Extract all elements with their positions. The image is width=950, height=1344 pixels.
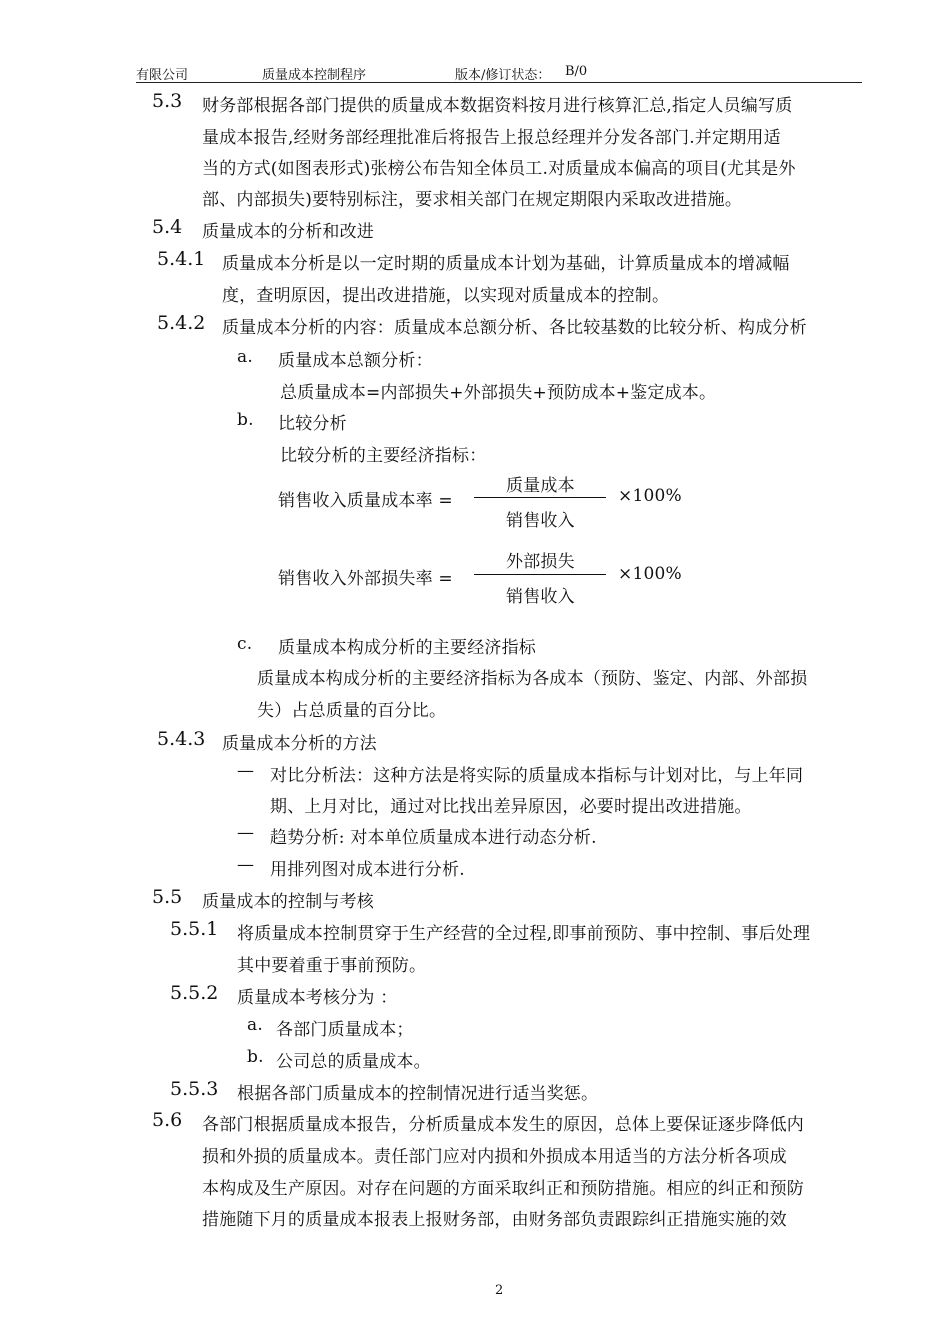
header-company: 有限公司 xyxy=(136,68,189,83)
page-number: 2 xyxy=(495,1283,504,1298)
formula-multiplier: ×100% xyxy=(618,564,682,584)
paragraph-line: 将质量成本控制贯穿于生产经营的全过程,即事前预防、事中控制、事后处理 xyxy=(237,924,811,944)
formula-text: 总质量成本=内部损失+外部损失+预防成本+鉴定成本。 xyxy=(280,383,717,403)
formula-numerator: 外部损失 xyxy=(506,552,575,572)
paragraph-line: 当的方式(如图表形式)张榜公布告知全体员工.对质量成本偏高的项目(尤其是外 xyxy=(202,159,796,179)
section-number: 5.4.1 xyxy=(157,248,206,270)
paragraph-line: 期、上月对比，通过对比找出差异原因，必要时提出改进措施。 xyxy=(270,797,752,817)
paragraph-line: 质量成本分析的内容：质量成本总额分析、各比较基数的比较分析、构成分析 xyxy=(222,318,807,338)
section-title: 质量成本的控制与考核 xyxy=(202,892,374,912)
paragraph-line: 用排列图对成本进行分析. xyxy=(270,860,465,880)
formula-denominator: 销售收入 xyxy=(506,587,575,607)
paragraph-line: 损和外损的质量成本。责任部门应对内损和外损成本用适当的方法分析各项成 xyxy=(202,1147,787,1167)
paragraph-line: 其中要着重于事前预防。 xyxy=(237,956,427,976)
header-version-label: 版本/修订状态： xyxy=(455,68,551,83)
paragraph-line: 措施随下月的质量成本报表上报财务部，由财务部负责跟踪纠正措施实施的效 xyxy=(202,1210,787,1230)
section-number: 5.5.2 xyxy=(170,982,219,1004)
paragraph-line: 根据各部门质量成本的控制情况进行适当奖惩。 xyxy=(237,1084,599,1104)
formula-lhs: 销售收入质量成本率 = xyxy=(278,491,453,511)
dash-bullet: — xyxy=(237,823,255,843)
formula-denominator: 销售收入 xyxy=(506,511,575,531)
section-number: 5.5.1 xyxy=(170,918,219,940)
paragraph-line: 各部门根据质量成本报告，分析质量成本发生的原因，总体上要保证逐步降低内 xyxy=(202,1115,804,1135)
paragraph-line: 质量成本分析是以一定时期的质量成本计划为基础，计算质量成本的增减幅 xyxy=(222,254,790,274)
formula-numerator: 质量成本 xyxy=(506,476,575,496)
list-item-title: 比较分析 xyxy=(278,414,347,434)
paragraph-line: 比较分析的主要经济指标： xyxy=(280,446,487,466)
paragraph-line: 质量成本构成分析的主要经济指标为各成本（预防、鉴定、内部、外部损 xyxy=(257,669,808,689)
paragraph-line: 度，查明原因，提出改进措施，以实现对质量成本的控制。 xyxy=(222,286,670,306)
section-number: 5.4.3 xyxy=(157,728,206,750)
section-number: 5.4.2 xyxy=(157,312,206,334)
list-label: a. xyxy=(247,1015,263,1035)
section-title: 质量成本分析的方法 xyxy=(222,734,377,754)
list-label: c. xyxy=(237,634,253,654)
header-version-value: B/0 xyxy=(565,64,588,79)
formula-lhs: 销售收入外部损失率 = xyxy=(278,569,453,589)
paragraph-line: 本构成及生产原因。对存在问题的方面采取纠正和预防措施。相应的纠正和预防 xyxy=(202,1179,804,1199)
paragraph-line: 失）占总质量的百分比。 xyxy=(257,701,447,721)
dash-bullet: — xyxy=(237,761,255,781)
list-item-text: 各部门质量成本； xyxy=(276,1020,414,1040)
section-number: 5.6 xyxy=(152,1109,183,1131)
formula-multiplier: ×100% xyxy=(618,486,682,506)
section-title: 质量成本考核分为 ： xyxy=(237,988,398,1008)
section-number: 5.4 xyxy=(152,216,183,238)
list-label: b. xyxy=(237,410,254,430)
paragraph-line: 趋势分析: 对本单位质量成本进行动态分析. xyxy=(270,828,597,848)
header-doc-title: 质量成本控制程序 xyxy=(262,68,367,83)
section-number: 5.5.3 xyxy=(170,1078,219,1100)
list-item-title: 质量成本总额分析： xyxy=(278,351,433,371)
list-label: a. xyxy=(237,347,253,367)
fraction-bar xyxy=(474,497,606,498)
paragraph-line: 量成本报告,经财务部经理批准后将报告上报总经理并分发各部门.并定期用适 xyxy=(202,128,781,148)
list-item-title: 质量成本构成分析的主要经济指标 xyxy=(278,638,536,658)
section-number: 5.5 xyxy=(152,886,183,908)
list-label: b. xyxy=(247,1047,264,1067)
paragraph-line: 部、内部损失)要特别标注，要求相关部门在规定期限内采取改进措施。 xyxy=(202,190,743,210)
paragraph-line: 财务部根据各部门提供的质量成本数据资料按月进行核算汇总,指定人员编写质 xyxy=(202,96,793,116)
header-divider xyxy=(136,82,862,83)
section-number: 5.3 xyxy=(152,90,183,112)
fraction-bar xyxy=(474,574,606,575)
section-title: 质量成本的分析和改进 xyxy=(202,222,374,242)
dash-bullet: — xyxy=(237,855,255,875)
paragraph-line: 对比分析法：这种方法是将实际的质量成本指标与计划对比，与上年同 xyxy=(270,766,804,786)
list-item-text: 公司总的质量成本。 xyxy=(276,1052,431,1072)
